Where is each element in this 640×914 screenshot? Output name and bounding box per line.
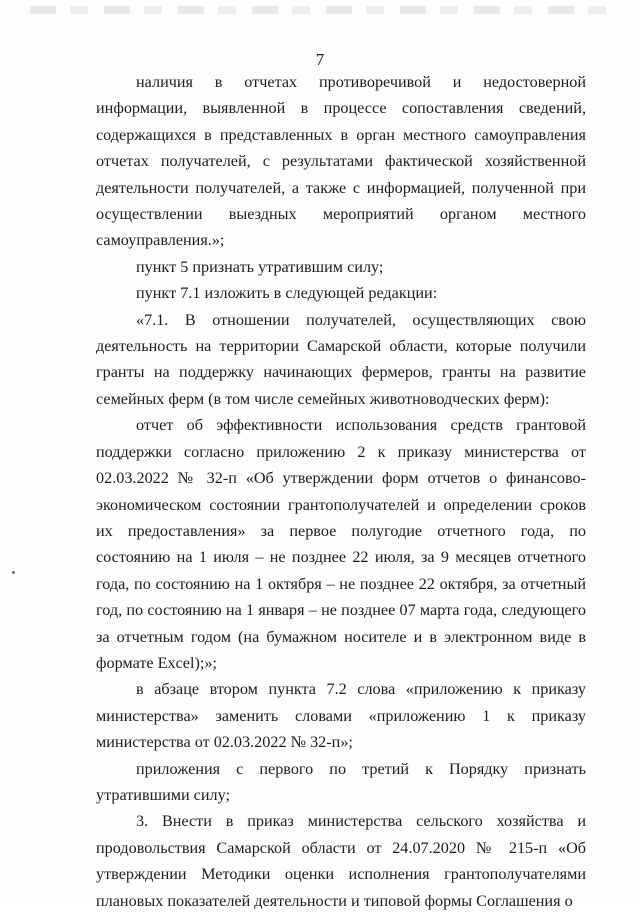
paragraph-info-contradictions: наличия в отчетах противоречивой и недостоверной информации, выявленной в процессе сопоставления сведений, содержащихся в представленных в орган местного самоуправления отчетах получателей, с результатами фактической хозяйственной деятельности получателей, а также с информацией, полученной при осуществлении выездных мероприятий органом местного самоуправления.»;	[96, 73, 586, 250]
paragraph-point-5: пункт 5 признать утратившим силу;	[136, 257, 384, 276]
page-number: 7	[315, 50, 325, 69]
paragraph-annexes: приложения с первого по третий к Порядку признать утратившими силу;	[96, 759, 586, 804]
paragraph-point-7-1: «7.1. В отношении получателей, осуществляющих свою деятельность на территории Самарской области, которые получили гранты на поддержку начинающих фермеров, гранты на развитие семейных ферм (в том числе семейных животноводческих ферм):	[96, 310, 586, 408]
scan-speck	[12, 571, 15, 574]
paragraph-item-3: 3. Внести в приказ министерства сельского хозяйства и продовольствия Самарской области от 24.07.2020 № 215-п «Об утверждении Методики оценки исполнения грантополучателями плановых показателей деятельности и типовой формы Соглашения о	[96, 812, 586, 910]
document-body	[96, 69, 586, 914]
paragraph-point-7-2: в абзаце втором пункта 7.2 слова «приложению к приказу министерства» заменить словами «приложению 1 к приказу министерства от 02.03.2022 № 32-п»;	[96, 680, 586, 752]
paragraph-point-7-1-intro: пункт 7.1 изложить в следующей редакции:	[136, 284, 438, 303]
scan-artifact-top	[30, 6, 610, 14]
paragraph-report-grant: отчет об эффективности использования средств грантовой поддержки согласно приложению 2 к приказу министерства от 02.03.2022 № 32-п «Об утверждении форм отчетов о финансово-экономическом состоянии грантополучателей и определении сроков их предоставления» за первое полугодие отчетного года, по состоянию на 1 июля – не позднее 22 июля, за 9 месяцев отчетного года, по состоянию на 1 октября – не позднее 22 октября, за отчетный год, по состоянию на 1 января – не позднее 07 марта года, следующего за отчетным годом (на бумажном носителе и в электронном виде в формате Excel);»;	[96, 416, 586, 672]
